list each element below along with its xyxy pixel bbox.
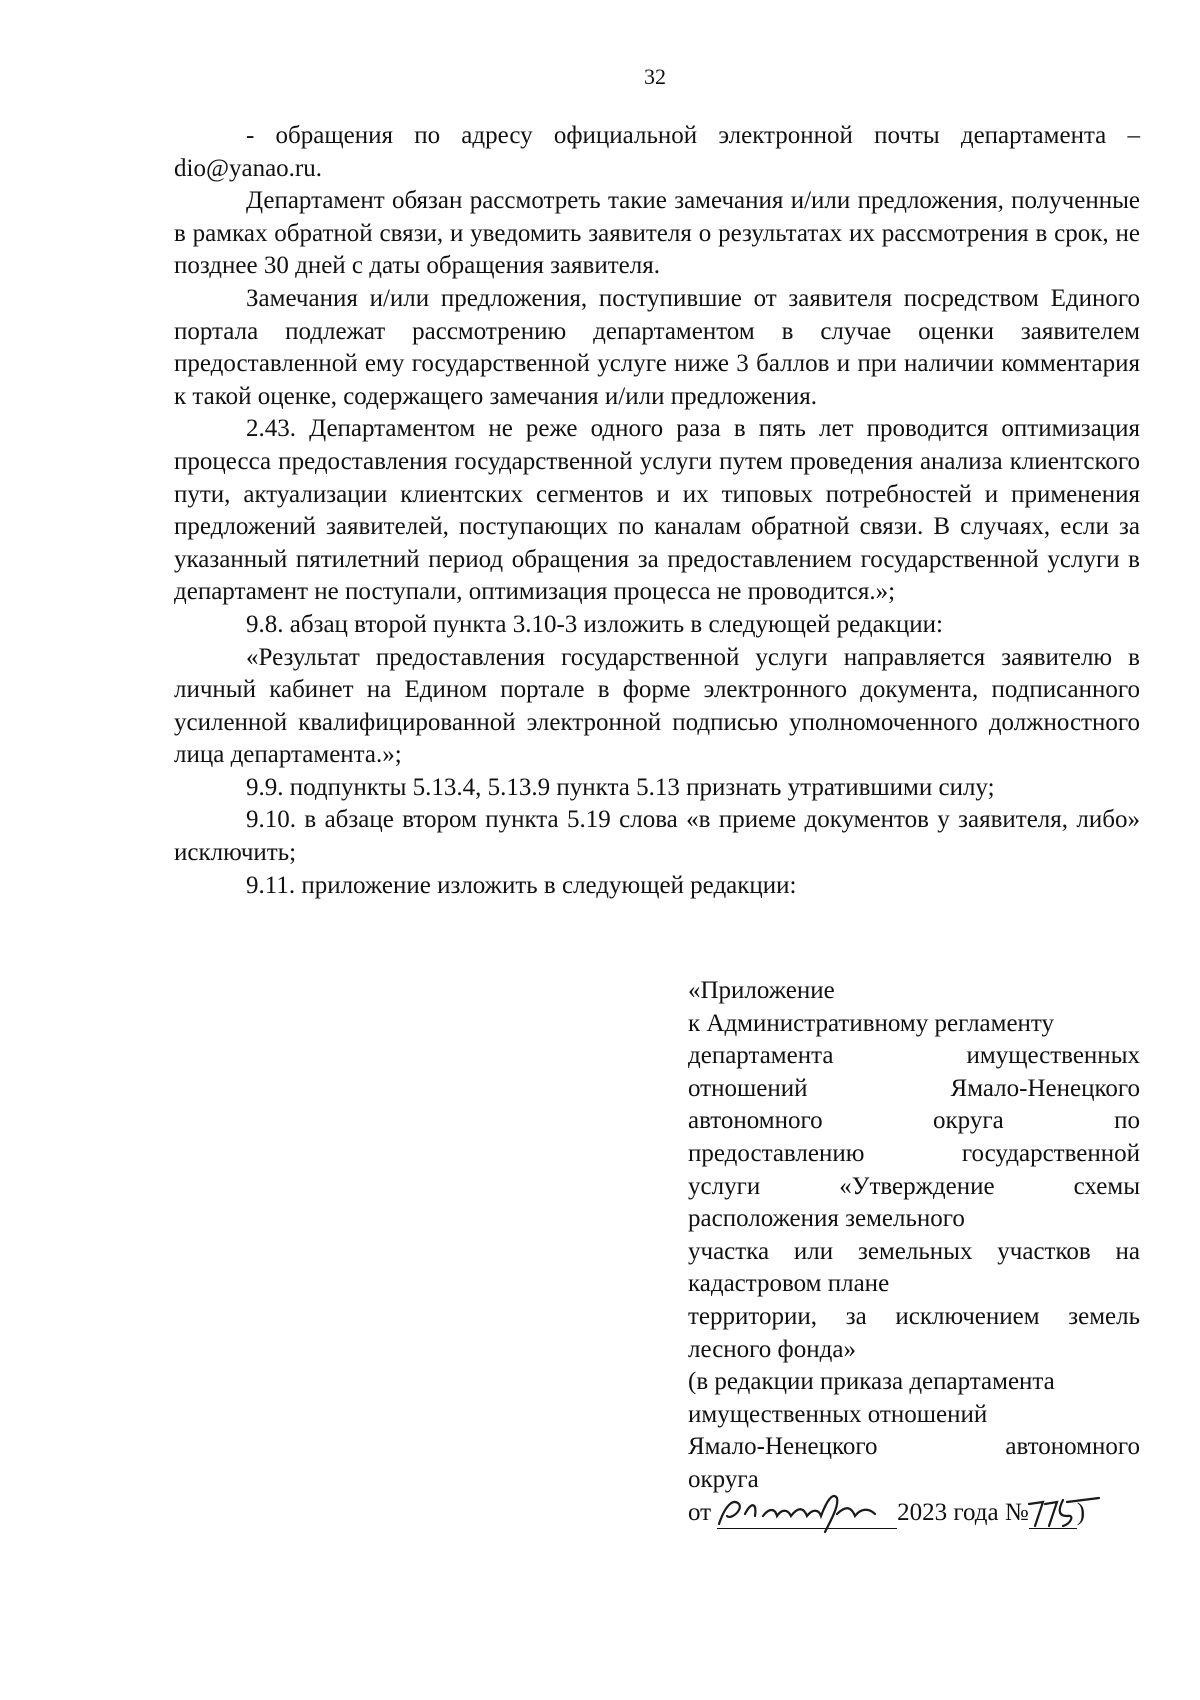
handwritten-number-icon	[1023, 1490, 1103, 1534]
appendix-line: отношений Ямало-Ненецкого	[688, 1074, 1140, 1102]
paragraph-9-9: 9.9. подпункты 5.13.4, 5.13.9 пункта 5.13 признать утратившими силу;	[246, 773, 995, 801]
appendix-heading	[688, 975, 1140, 1529]
appendix-line: автономного округа по	[688, 1107, 1140, 1135]
appendix-line: Ямало-Ненецкого автономного	[688, 1433, 1140, 1461]
paragraph-result: «Результат предоставления государственной услуги направляется заявителю в личный кабинет на Едином портале в форме электронного документа, подписанного усиленной квалифицированной электронной подписью уполномоченного должностного лица департамента.»;	[174, 643, 1140, 769]
appendix-line: департамента имущественных	[688, 1042, 1140, 1070]
order-date-line	[688, 1497, 1140, 1530]
paragraph-review-obligation: Департамент обязан рассмотреть такие замечания и/или предложения, полученные в рамках обратной связи, и уведомить заявителя о результатах их рассмотрения в срок, не позднее 30 дней с даты обращения заявителя.	[174, 187, 1140, 280]
appendix-line: кадастровом плане	[688, 1270, 890, 1298]
paragraph-9-10: 9.10. в абзаце втором пункта 5.19 слова «в приеме документов у заявителя, либо» исключить;	[174, 806, 1140, 867]
paragraph-portal-remarks: Замечания и/или предложения, поступившие от заявителя посредством Единого портала подлежат рассмотрению департаментом в случае оценки заявителем предоставленной ему государственной услуге ниже 3 баллов и при наличии комментария к такой оценке, содержащего замечания и/или предложения.	[174, 284, 1140, 410]
handwritten-number	[1029, 1498, 1077, 1529]
appendix-line: округа	[688, 1465, 759, 1493]
order-date-prefix: от	[688, 1498, 712, 1526]
appendix-line: участка или земельных участков на	[688, 1237, 1140, 1265]
paragraph-2-43: 2.43. Департаментом не реже одного раза в пять лет проводится оптимизация процесса предоставления государственной услуги путем проведения анализа клиентского пути, актуализации клиентских сегментов и их типовых потребностей и применения предложений заявителей, поступающих по каналам обратной связи. В случаях, если за указанный пятилетний период обращения за предоставлением государственной услуги в департамент не поступали, оптимизация процесса не проводится.»;	[174, 415, 1140, 606]
document-body	[174, 120, 1140, 902]
appendix-line: расположения земельного	[688, 1205, 965, 1233]
paragraph-9-11: 9.11. приложение изложить в следующей редакции:	[246, 871, 797, 899]
order-date-year: 2023 года №	[897, 1498, 1029, 1526]
handwritten-date	[717, 1498, 897, 1529]
paragraph-9-8: 9.8. абзац второй пункта 3.10-3 изложить в следующей редакции:	[246, 610, 943, 638]
paragraph-email: - обращения по адресу официальной электронной почты департамента – dio@yanao.ru.	[174, 122, 1140, 182]
appendix-line: лесного фонда»	[688, 1335, 856, 1363]
page-number: 32	[644, 64, 666, 89]
handwritten-date-icon	[711, 1486, 911, 1534]
appendix-line: предоставлению государственной	[688, 1139, 1140, 1167]
order-date-suffix: )	[1076, 1498, 1086, 1526]
appendix-line: услуги «Утверждение схемы	[688, 1172, 1140, 1200]
appendix-line: территории, за исключением земель	[688, 1302, 1140, 1330]
appendix-line: к Административному регламенту	[688, 1009, 1055, 1037]
appendix-line: (в редакции приказа департамента	[688, 1368, 1055, 1396]
appendix-line: «Приложение	[688, 977, 835, 1004]
appendix-line: имущественных отношений	[688, 1400, 988, 1428]
